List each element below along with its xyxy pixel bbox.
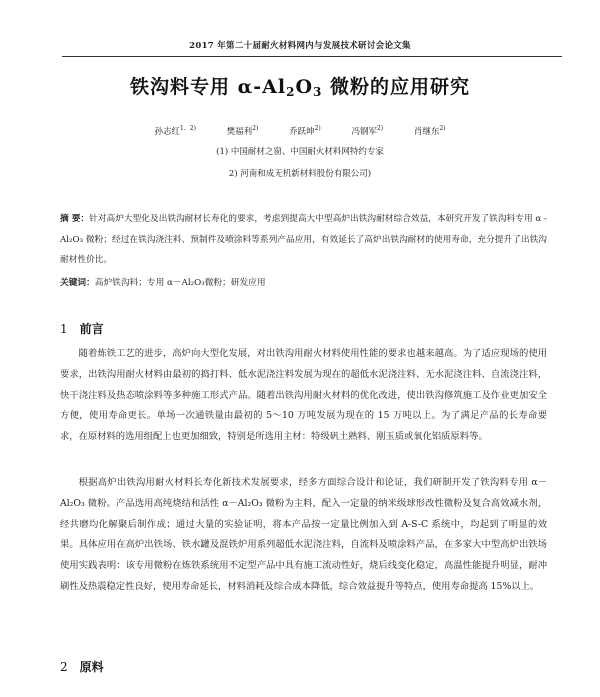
section-heading-materials: [60, 658, 104, 675]
paper-title: [0, 72, 600, 99]
author-affil-mark: 2): [314, 125, 321, 132]
abstract: [60, 209, 547, 271]
author-list: [0, 123, 600, 137]
author: [351, 127, 383, 137]
affiliation-2: 2) 河南和成无机新材料股份有限公司): [228, 169, 372, 179]
author-name: 孙志红: [154, 127, 180, 137]
author-name: 樊福利: [226, 127, 253, 137]
header-rule: [62, 56, 562, 57]
author-affil-mark: 2): [252, 125, 259, 132]
author: [227, 127, 259, 137]
section-title: 前言: [79, 322, 104, 336]
body-paragraph: 随着炼铁工艺的进步，高炉向大型化发展，对出铁沟用耐火材料使用性能的要求也越来越高。为了适应现场的使用要求，出铁沟用耐火材料由最初的捣打料、低水泥浇注料发展为现在的超低水泥浇注料、无水泥浇注料、自流浇注料，快干浇注料及热态喷涂料等多种施工形式产品。随着出铁沟用耐火材料的优化改进，使出铁沟修筑施工及作业更加安全方便，使用寿命更长。单场一次通铁量由最初的 5～10 万吨发展为现在的 15 万吨以上。为了满足产品的长寿命要求，在原材料的选用组配上也更加细致，特别是所选用主材：特级矾土熟料、刚玉质或氧化铝质原料等。: [60, 348, 547, 443]
author-affil-mark: 2): [376, 125, 384, 132]
author-name: 冯钢军: [351, 127, 377, 137]
section-number: 1: [60, 322, 68, 336]
section-number: 2: [60, 660, 68, 674]
title-subscript-2: 3: [313, 85, 323, 99]
title-mid: O: [295, 76, 314, 98]
body-paragraph: 根据高炉出铁沟用耐火材料长寿化新技术发展要求，经多方面综合设计和论证，我们研制开发了铁沟料专用 α－Al₂O₃ 微粉。产品选用高纯烧结和活性 α－Al₂O₃ 微粉为主料，配入一定量的纳米级球形改性微粉及复合高效减水剂，经共磨均化解聚后制作成；通过大量的实验证明，将本产品按一定量比例加入到 A-S-C 系统中，均起到了明显的效果。具体应用在高炉出铁场、铁水罐及混铁炉用系列超低水泥浇注料，自流料及喷涂料产品，在多家大中型高炉出铁场使用实践表明：该专用微粉在炼铁系统用不定型产品中具有施工流动性好，烧后线变化稳定，高温性能提升明显，耐冲刷性及热震稳定性良好，使用寿命延长，材料消耗及综合成本降低，综合效益提升等特点，使用寿命提高 15%以上。: [60, 477, 547, 592]
title-prefix: 铁沟料专用 α-Al: [130, 76, 287, 98]
author-name: 肖继东: [413, 127, 440, 137]
author: [414, 127, 446, 137]
keywords: [60, 276, 547, 288]
author-affil-mark: 2): [439, 125, 446, 132]
affiliation-1: (1) 中国耐材之窗、中国耐火材料网特约专家: [216, 147, 384, 157]
title-subscript-1: 2: [286, 85, 296, 99]
keywords-text: 高炉铁沟料；专用 α－Al₂O₃微粉；研发应用: [94, 278, 266, 288]
keywords-label: 关键词：: [60, 278, 95, 288]
author: [289, 127, 321, 137]
title-suffix: 微粉的应用研究: [322, 76, 470, 98]
section-title: 原料: [79, 660, 104, 674]
author-affil-mark: 1、2): [179, 125, 196, 132]
section-heading-intro: [60, 320, 104, 337]
abstract-label: 摘 要：: [60, 214, 90, 224]
author-name: 乔跃坤: [289, 127, 315, 137]
running-header: 2017 年第二十届耐火材料网内与发展技术研讨会论文集: [189, 41, 411, 51]
author: [154, 127, 196, 137]
abstract-text: 针对高炉大型化及出铁沟耐材长寿化的要求，考虑到提高大中型高炉出铁沟耐材综合效益，本研究开发了铁沟料专用 α - Al₂O₃ 微粉；经过在铁沟浇注料、预制件及喷涂料等系列产品应用，有效延长了高炉出铁沟耐材的使用寿命，充分提升了出铁沟耐材性价比。: [60, 214, 547, 265]
